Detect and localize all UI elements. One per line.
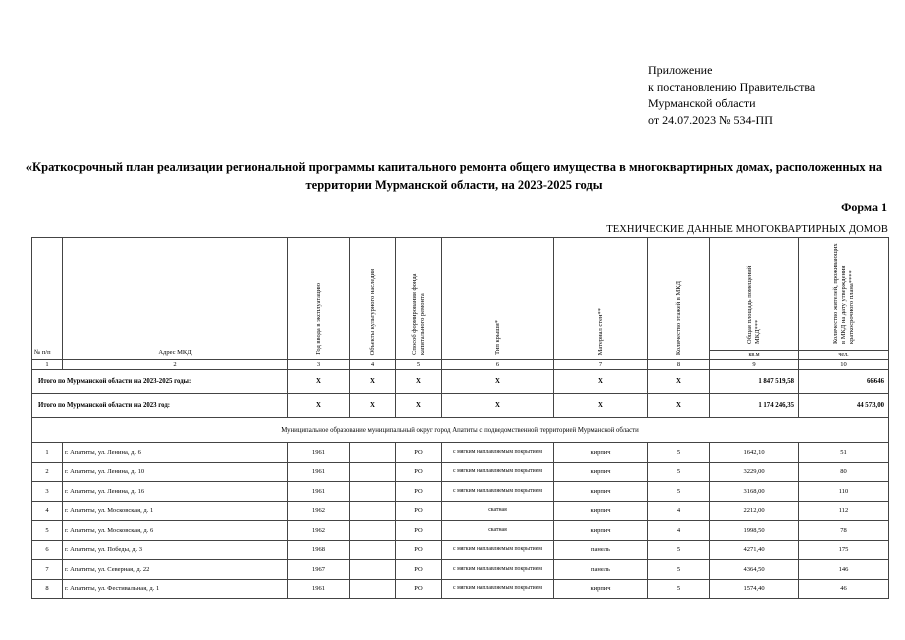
area-cell: 1998,50 [710, 521, 799, 541]
address-cell: г. Апатиты, ул. Северная, д. 22 [63, 560, 288, 580]
appendix-line: Мурманской области [648, 96, 756, 110]
total-label: Итого по Мурманской области на 2023 год: [32, 394, 288, 418]
address-cell: г. Апатиты, ул. Московская, д. 6 [63, 521, 288, 541]
heritage-cell [350, 560, 396, 580]
year-cell: 1968 [288, 540, 350, 560]
area-cell: 4271,40 [710, 540, 799, 560]
total-label: Итого по Мурманской области на 2023-2025 годы: [32, 370, 288, 394]
year-cell: 1961 [288, 482, 350, 502]
residents-cell: 78 [799, 521, 889, 541]
total-cell: X [648, 394, 710, 418]
fund-method-cell: РО [396, 521, 442, 541]
roof-type-cell: с мягким наплавляемым покрытием [442, 540, 554, 560]
header-text: Количество этажей в МКД [674, 280, 682, 355]
area-cell: 1574,40 [710, 579, 799, 599]
row-number: 2 [32, 462, 63, 482]
appendix-line: Приложение [648, 63, 713, 77]
floors-cell: 5 [648, 560, 710, 580]
total-cell: X [288, 394, 350, 418]
appendix-line: от 24.07.2023 № 534-ПП [648, 112, 773, 127]
header-text: Способ формирования фонда капитального ремонта [410, 273, 426, 355]
municipality-name: Муниципальное образование муниципальный округ город Апатиты с подведомственной территорией Мурманской области [32, 418, 889, 443]
column-number: 7 [554, 360, 648, 370]
total-cell: X [288, 370, 350, 394]
header-cell [288, 238, 350, 360]
fund-method-cell: РО [396, 443, 442, 463]
total-row [32, 370, 889, 394]
year-cell: 1967 [288, 560, 350, 580]
floors-cell: 4 [648, 521, 710, 541]
year-cell: 1962 [288, 521, 350, 541]
total-cell: X [554, 370, 648, 394]
column-number: 5 [396, 360, 442, 370]
row-number: 5 [32, 521, 63, 541]
heritage-cell [350, 579, 396, 599]
wall-material-cell: кирпич [554, 501, 648, 521]
total-cell: X [396, 370, 442, 394]
header-cell [350, 238, 396, 360]
header-cell: Адрес МКД [63, 238, 288, 360]
wall-material-cell: кирпич [554, 462, 648, 482]
floors-cell: 5 [648, 579, 710, 599]
total-cell: X [442, 394, 554, 418]
residents-cell: 146 [799, 560, 889, 580]
heritage-cell [350, 443, 396, 463]
heritage-cell [350, 540, 396, 560]
table-row [32, 560, 889, 580]
area-cell: 1642,10 [710, 443, 799, 463]
header-text: Объекты культурного наследия [368, 268, 376, 355]
floors-cell: 4 [648, 501, 710, 521]
form-label: Форма 1 [841, 200, 887, 214]
address-cell: г. Апатиты, ул. Московская, д. 1 [63, 501, 288, 521]
table-caption: ТЕХНИЧЕСКИЕ ДАННЫЕ МНОГОКВАРТИРНЫХ ДОМОВ [606, 224, 888, 235]
total-cell: X [396, 394, 442, 418]
row-number: 6 [32, 540, 63, 560]
heritage-cell [350, 482, 396, 502]
header-cell [648, 238, 710, 360]
residents-cell: 80 [799, 462, 889, 482]
appendix-block [648, 62, 815, 128]
row-number: 7 [32, 560, 63, 580]
fund-method-cell: РО [396, 579, 442, 599]
row-number: 1 [32, 443, 63, 463]
row-number: 3 [32, 482, 63, 502]
floors-cell: 5 [648, 462, 710, 482]
roof-type-cell: с мягким наплавляемым покрытием [442, 579, 554, 599]
table-row [32, 579, 889, 599]
total-cell: X [648, 370, 710, 394]
header-cell [799, 238, 889, 360]
roof-type-cell: скатная [442, 521, 554, 541]
wall-material-cell: панель [554, 540, 648, 560]
column-number: 6 [442, 360, 554, 370]
table-row [32, 501, 889, 521]
row-number: 4 [32, 501, 63, 521]
residents-cell: 112 [799, 501, 889, 521]
fund-method-cell: РО [396, 560, 442, 580]
year-cell: 1961 [288, 462, 350, 482]
column-number: 9 [710, 360, 799, 370]
area-cell: 3229,00 [710, 462, 799, 482]
table-row [32, 462, 889, 482]
wall-material-cell: кирпич [554, 521, 648, 541]
column-number: 8 [648, 360, 710, 370]
table-row [32, 443, 889, 463]
header-cell: № п/п [32, 238, 63, 360]
wall-material-cell: кирпич [554, 482, 648, 502]
row-number: 8 [32, 579, 63, 599]
total-cell: X [554, 394, 648, 418]
column-number: 1 [32, 360, 63, 370]
column-number: 4 [350, 360, 396, 370]
roof-type-cell: скатная [442, 501, 554, 521]
header-row [32, 238, 889, 360]
header-cell [710, 238, 799, 360]
appendix-line: к постановлению Правительства [648, 79, 816, 94]
wall-material-cell: панель [554, 560, 648, 580]
header-cell [396, 238, 442, 360]
fund-method-cell: РО [396, 540, 442, 560]
fund-method-cell: РО [396, 482, 442, 502]
year-cell: 1961 [288, 443, 350, 463]
header-unit: кв.м [710, 350, 798, 359]
header-text: Тип крыши* [493, 320, 501, 355]
fund-method-cell: РО [396, 462, 442, 482]
table-row [32, 521, 889, 541]
header-text: Год ввода в эксплуатацию [314, 283, 322, 355]
year-cell: 1962 [288, 501, 350, 521]
technical-data-table [31, 237, 889, 599]
header-cell [554, 238, 648, 360]
column-number: 10 [799, 360, 889, 370]
residents-cell: 51 [799, 443, 889, 463]
address-cell: г. Апатиты, ул. Ленина, д. 6 [63, 443, 288, 463]
table-row [32, 540, 889, 560]
heritage-cell [350, 521, 396, 541]
header-text: Общая площадь помещений МКД*** [746, 265, 761, 344]
residents-cell: 46 [799, 579, 889, 599]
residents-cell: 175 [799, 540, 889, 560]
fund-method-cell: РО [396, 501, 442, 521]
roof-type-cell: с мягким наплавляемым покрытием [442, 560, 554, 580]
floors-cell: 5 [648, 482, 710, 502]
total-residents: 44 573,00 [799, 394, 889, 418]
total-residents: 66646 [799, 370, 889, 394]
roof-type-cell: с мягким наплавляемым покрытием [442, 443, 554, 463]
address-cell: г. Апатиты, ул. Ленина, д. 10 [63, 462, 288, 482]
address-cell: г. Апатиты, ул. Победы, д. 3 [63, 540, 288, 560]
wall-material-cell: кирпич [554, 579, 648, 599]
floors-cell: 5 [648, 540, 710, 560]
column-number-row [32, 360, 889, 370]
year-cell: 1961 [288, 579, 350, 599]
heritage-cell [350, 462, 396, 482]
total-cell: X [442, 370, 554, 394]
roof-type-cell: с мягким наплавляемым покрытием [442, 482, 554, 502]
column-number: 2 [63, 360, 288, 370]
header-text: Количество жителей, проживающих в МКД на дату утверждения краткосрочного плана**** [831, 243, 855, 344]
total-cell: X [350, 394, 396, 418]
header-text: Материал стен** [596, 307, 604, 355]
floors-cell: 5 [648, 443, 710, 463]
heritage-cell [350, 501, 396, 521]
total-area: 1 174 246,35 [710, 394, 799, 418]
area-cell: 4364,50 [710, 560, 799, 580]
address-cell: г. Апатиты, ул. Фестивальная, д. 1 [63, 579, 288, 599]
area-cell: 2212,00 [710, 501, 799, 521]
total-row [32, 394, 889, 418]
column-number: 3 [288, 360, 350, 370]
table-row [32, 482, 889, 502]
header-cell [442, 238, 554, 360]
municipality-row [32, 418, 889, 443]
roof-type-cell: с мягким наплавляемым покрытием [442, 462, 554, 482]
total-cell: X [350, 370, 396, 394]
residents-cell: 110 [799, 482, 889, 502]
address-cell: г. Апатиты, ул. Ленина, д. 16 [63, 482, 288, 502]
document-title: «Краткосрочный план реализации региональной программы капитального ремонта общего имущества в многоквартирных домах, расположенных на территории Мурманской области, на 2023-2025 годы [25, 160, 883, 192]
area-cell: 3168,00 [710, 482, 799, 502]
wall-material-cell: кирпич [554, 443, 648, 463]
total-area: 1 847 519,58 [710, 370, 799, 394]
header-unit: чел. [799, 350, 888, 359]
